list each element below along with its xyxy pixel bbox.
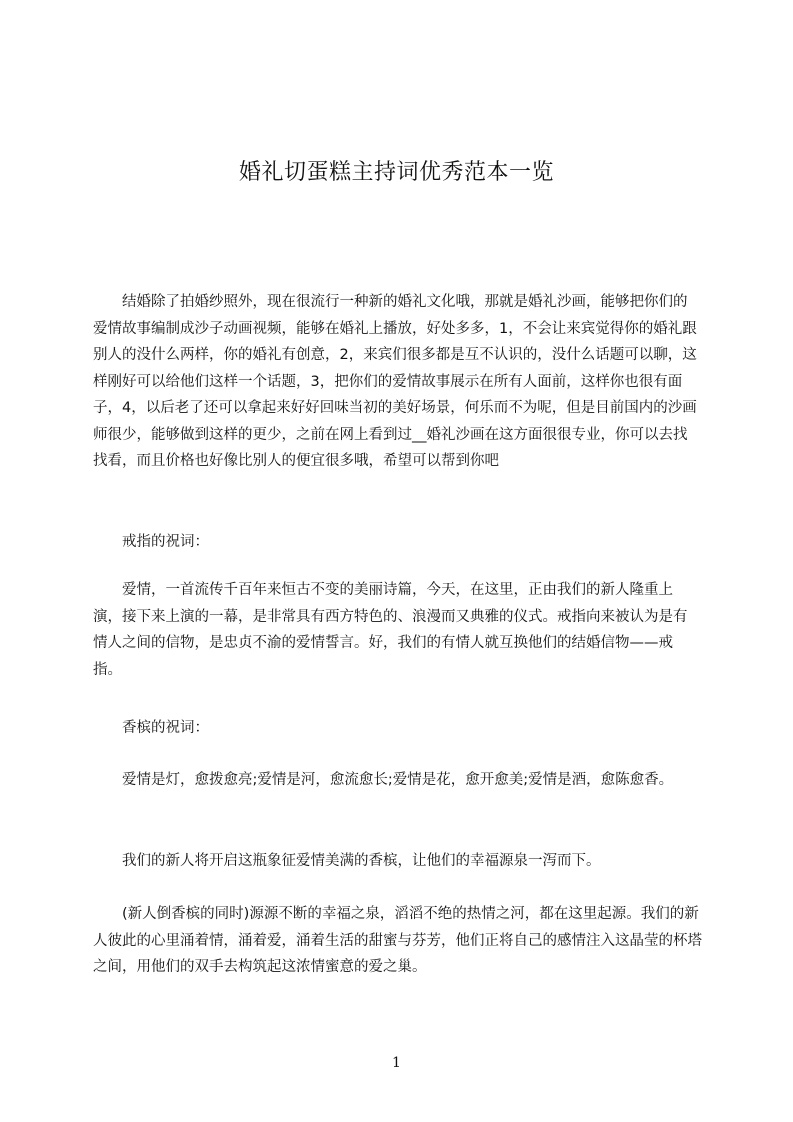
champagne-paragraph-2: 我们的新人将开启这瓶象征爱情美满的香槟，让他们的幸福源泉一泻而下。 [122, 853, 601, 869]
ring-paragraph: 爱情，一首流传千百年来恒古不变的美丽诗篇，今天，在这里，正由我们的新人隆重上演，接下来上演的一幕，是非常具有西方特色的、浪漫而又典雅的仪式。戒指向来被认为是有情人之间的信物，是忠贞不渝的爱情誓言。好，我们的有情人就互换他们的结婚信物——戒指。 [93, 582, 688, 678]
ring-section-label: 戒指的祝词： [122, 534, 209, 550]
intro-paragraph: 结婚除了拍婚纱照外，现在很流行一种新的婚礼文化哦，那就是婚礼沙画，能够把你们的爱情故事编制成沙子动画视频，能够在婚礼上播放，好处多多，1，不会让来宾觉得你的婚礼跟别人的没什么两样，你的婚礼有创意，2，来宾们很多都是互不认识的，没什么话题可以聊，这样刚好可以给他们这样一个话题，3，把你们的爱情故事展示在所有人面前，这样你也很有面子，4，以后老了还可以拿起来好好回味当初的美好场景，何乐而不为呢，但是目前国内的沙画师很少，能够做到这样的更少，之前在网上看到过__婚礼沙画在这方面很很专业，你可以去找找看，而且价格也好像比别人的便宜很多哦，希望可以帮到你吧 [93, 294, 697, 469]
page-title: 婚礼切蛋糕主持词优秀范本一览 [238, 159, 554, 185]
champagne-paragraph: 爱情是灯，愈拨愈亮;爱情是河，愈流愈长;爱情是花，愈开愈美;爱情是酒，愈陈愈香。 [122, 772, 674, 788]
champagne-section-label: 香槟的祝词： [122, 720, 209, 736]
champagne-paragraph-3: (新人倒香槟的同时)源源不断的幸福之泉，滔滔不绝的热情之河，都在这里起源。我们的新人彼此的心里涌着情，涌着爱，涌着生活的甜蜜与芬芳，他们正将自己的感情注入这晶莹的杯塔之间，用他们的双手去构筑起这浓情蜜意的爱之巢。 [93, 906, 702, 975]
page-number: 1 [392, 1055, 401, 1071]
